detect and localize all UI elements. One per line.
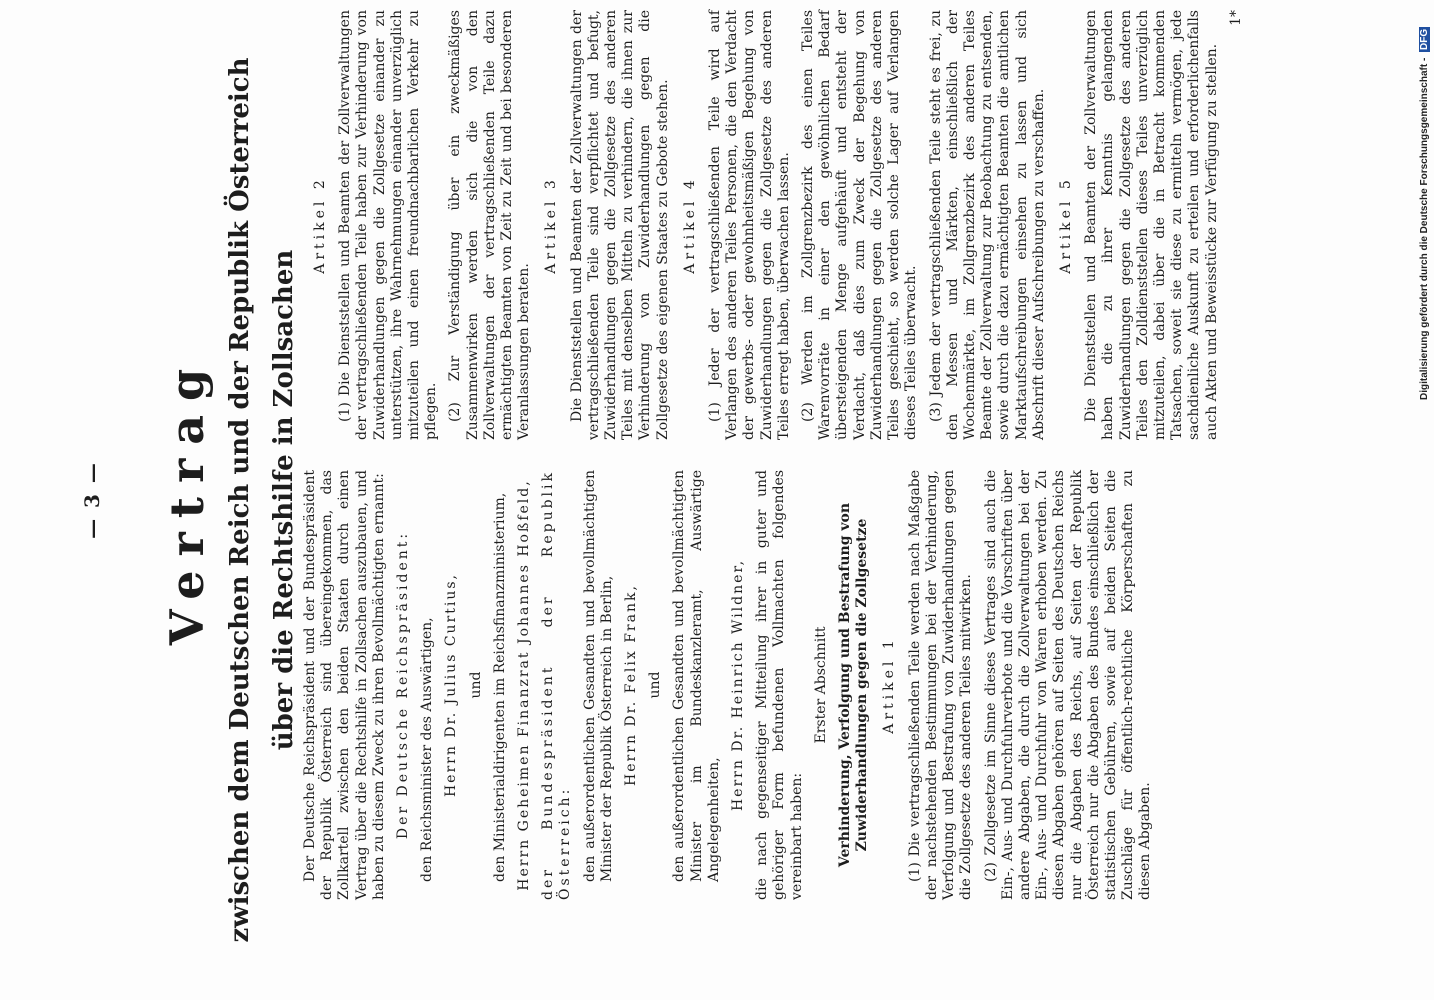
article-1-paragraph-2: (2) Zollgesetze im Sinne dieses Vertrages sind auch die Ein-, Aus- und Durchfuhrverbote und die Vorschriften über andere Abgaben, die durch die Zollverwaltungen bei der Ein-, Aus- und Durchfuhr von Waren erhoben werden. Zu diesen Abgaben gehören auf Seiten des Deutschen Reichs nur die Abgaben des Reichs, auf Seiten der Republik Österreich nur die Abgaben des Bundes einschließlich der statistischen Gebühren, sowie auf beiden Seiten die Zuschläge für öffentlich-rechtliche Körperschaften zu diesen Abgaben.: [982, 470, 1154, 900]
party1-heading: Der Deutsche Reichspräsident:: [395, 530, 412, 840]
article-4-paragraph-1: (1) Jeder der vertragschließenden Teile wird auf Verlangen des anderen Teiles Personen, die den Verdacht der gewerbs- oder gewohnheitsmäßigen Begehung von Zuwiderhandlungen gegen die Zollgesetze des anderen Teiles erregt haben, überwachen lassen.: [707, 10, 792, 440]
article-4-paragraph-3: (3) Jedem der vertragschließenden Teile steht es frei, zu den Messen und Märkten, einschließlich der Wochenmärkte, im Zollgrenzbezirk des anderen Teiles Beamte der Zollverwaltung zur Beobachtung zu entsenden, sowie durch die dazu ermächtigten Beamten die amtlichen Marktaufschreibungen einsehen zu lassen und sich Abschrift dieser Aufschreibungen zu verschaffen.: [927, 10, 1047, 440]
article-2-paragraph-2: (2) Zur Verständigung über ein zweckmäßiges Zusammenwirken werden sich die von den Zollverwaltungen der vertragschließenden Teile dazu ermächtigten Beamten von Zeit zu Zeit und bei besonderen Veranlassungen beraten.: [447, 10, 533, 440]
subtitle-line-1: zwischen dem Deutschen Reich und der Republik Österreich: [225, 57, 255, 943]
and-1: und: [467, 671, 484, 699]
article-1-paragraph-1: (1) Die vertragschließenden Teile werden nach Maßgabe der nachstehenden Bestimmungen bei der Verhinderung, Verfolgung und Bestrafung von Zuwiderhandlungen gegen die Zollgesetze des anderen Teiles mitwirken.: [906, 470, 975, 900]
document-title: Vertrag: [160, 354, 214, 646]
intro-paragraph: Der Deutsche Reichspräsident und der Bundespräsident der Republik Österreich sind übereingekommen, das Zollkartell zwischen den beiden Staaten durch einen Vertrag über die Rechtshilfe in Zollsachen auszubauen, und haben zu diesem Zweck zu ihren Bevollmächtigten ernannt:: [302, 470, 387, 900]
article-4-title: Artikel 4: [681, 176, 698, 274]
article-5-title: Artikel 5: [1057, 176, 1074, 274]
article-4-paragraph-2: (2) Werden im Zollgrenzbezirk des einen Teiles Warenvorräte in einer den gewöhnlichen Bedarf übersteigenden Menge aufgehäuft und entsteht der Verdacht, daß dies zum Zweck der Begehung von Zuwiderhandlungen gegen die Zollgesetze des anderen Teiles geschieht, so werden solche Lager auf Verlangen dieses Teiles überwacht.: [800, 10, 920, 440]
party2b-name: Herrn Dr. Heinrich Wildner,: [730, 558, 747, 812]
agreement-paragraph: die nach gegenseitiger Mitteilung ihrer in guter und gehöriger Form befundenen Vollmachten folgendes vereinbart haben:: [754, 470, 805, 900]
section-subtitle: Verhinderung, Verfolgung und Bestrafung von Zuwiderhandlungen gegen die Zollgesetze: [837, 502, 871, 868]
article-3-paragraph-1: Die Dienststellen und Beamten der Zollverwaltungen der vertragschließenden Teile sind verpflichtet und befugt, Zuwiderhandlungen gegen die Zollgesetze des anderen Teiles mit denselben Mitteln zu verhindern, die ihnen zur Verhinderung von Zuwiderhandlungen gegen die Zollgesetze des eigenen Staates zu Gebote stehen.: [568, 10, 671, 440]
party2b-role: den außerordentlichen Gesandten und bevollmächtigten Minister im Bundeskanzleramt, Auswärtige Angelegenheiten,: [671, 470, 722, 882]
party1b-name: Herrn Geheimen Finanzrat Johannes Hoßfeld,: [516, 479, 533, 891]
party1-role: den Reichsminister des Auswärtigen,: [419, 617, 436, 882]
digitization-credit: [1416, 0, 1434, 1000]
section-title: Erster Abschnitt: [812, 626, 829, 744]
subtitle-line-2: über die Rechtshilfe in Zollsachen: [269, 249, 299, 751]
and-2: und: [647, 671, 664, 699]
party1b-role: den Ministerialdirigenten im Reichsfinanzministerium,: [491, 492, 508, 882]
party1-name: Herrn Dr. Julius Curtius,: [443, 572, 460, 798]
article-3-title: Artikel 3: [543, 176, 560, 274]
article-2-paragraph-1: (1) Die Dienststellen und Beamten der Zollverwaltungen der vertragschließenden Teile haben zur Verhinderung von Zuwiderhandlungen gegen die Zollgesetze einander zu unterstützen, ihre Wahrnehmungen einander unverzüglich mitzuteilen und einen freundnachbarlichen Verkehr zu pflegen.: [337, 10, 440, 440]
article-2-title: Artikel 2: [312, 176, 328, 274]
party2-heading: der Bundespräsident der Republik Österreich:: [540, 470, 574, 900]
article-1-title: Artikel 1: [881, 636, 898, 734]
party2-name: Herrn Dr. Felix Frank,: [623, 584, 640, 786]
document-subtitle: [218, 0, 306, 1000]
party2-role: den außerordentlichen Gesandten und bevollmächtigten Minister der Republik Österreich in Berlin,: [581, 470, 615, 882]
credit-label: Digitalisierung gefördert durch die Deutsche Forschungsgemeinschaft -: [1419, 57, 1430, 400]
dfg-logo: DFG: [1419, 28, 1430, 50]
left-column: [302, 470, 1162, 900]
right-column: [302, 10, 1252, 440]
footer-signature: 1*: [1227, 10, 1244, 26]
article-5-paragraph-1: Die Dienststellen und Beamten der Zollverwaltungen haben die zu ihrer Kenntnis gelangenden Zuwiderhandlungen gegen die Zollgesetze des anderen Teiles den Zolldienststellen dieses Teiles unverzüglich mitzuteilen, dabei über die in Betracht kommenden Tatsachen, soweit sie diese zu ermitteln vermögen, jede sachdienliche Auskunft zu erteilen und erforderlichenfalls auch Akten und Beweisstücke zur Verfügung zu stellen.: [1083, 10, 1220, 440]
credit-text: [1416, 0, 1434, 400]
page-number: — 3 —: [80, 461, 104, 539]
